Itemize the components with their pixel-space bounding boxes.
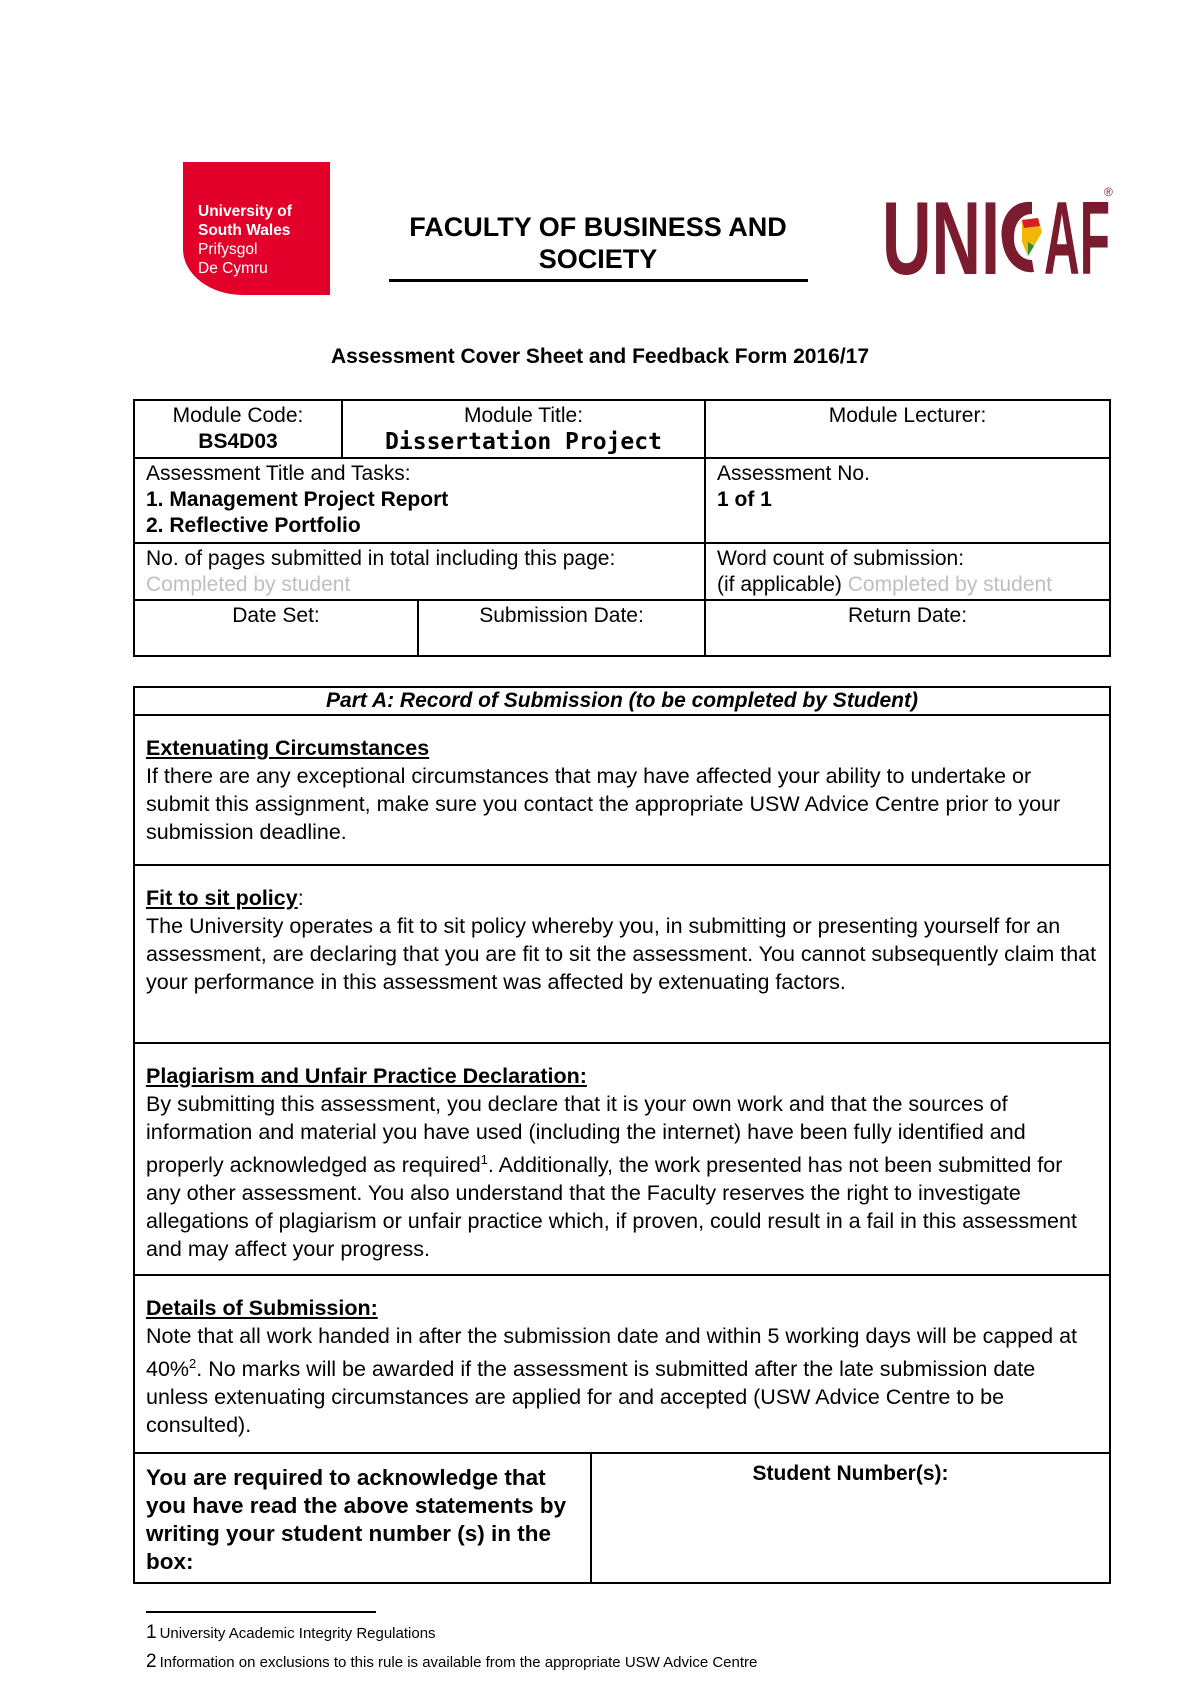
submission-date-label: Submission Date: — [479, 604, 644, 627]
details-title: Details of Submission: — [146, 1296, 378, 1320]
unicaf-logo — [882, 182, 1114, 282]
submission-date-cell[interactable] — [418, 600, 705, 656]
details-body-start: Note that all work handed in after the submission date and within 5 working days will be capped at 40% — [146, 1324, 1078, 1382]
module-code-cell — [134, 400, 342, 458]
svg-text:UNI: UNI — [882, 182, 1000, 282]
word-count-cell[interactable] — [705, 543, 1110, 600]
assessment-no-label: Assessment No. — [717, 462, 870, 485]
pages-submitted-placeholder[interactable]: Completed by student — [146, 573, 351, 596]
word-count-label: Word count of submission: — [717, 547, 965, 570]
footnote-2-number: 2 — [146, 1651, 157, 1672]
return-date-label: Return Date: — [847, 604, 968, 627]
assessment-task-2: 2. Reflective Portfolio — [146, 514, 361, 537]
word-count-applicable: (if applicable) — [717, 573, 842, 596]
module-title-label: Module Title: — [463, 404, 584, 427]
extenuating-body: If there are any exceptional circumstances that may have affected your ability to undertake or submit this assignment, make sure you contact the appropriate USW Advice Centre prior to your submission deadline. — [146, 764, 1061, 844]
module-lecturer-label: Module Lecturer: — [828, 404, 987, 427]
faculty-heading — [388, 211, 808, 275]
svg-text:AF: AF — [1044, 182, 1110, 282]
plagiarism-body-start: By submitting this assessment, you declare that it is your own work and that the sources of information and material you have used (including the internet) have been fully identified and properly acknowledged as required — [146, 1092, 1026, 1178]
details-body-end: . No marks will be awarded if the assessment is submitted after the late submission date unless extenuating circumstances are applied for and accepted (USW Advice Centre to be consulted). — [146, 1357, 1036, 1438]
date-set-label: Date Set: — [232, 604, 320, 627]
faculty-underline — [389, 279, 808, 282]
extenuating-section — [134, 715, 1110, 865]
footnote-ref-2[interactable]: 2 — [189, 1356, 197, 1371]
pages-submitted-cell[interactable] — [134, 543, 705, 600]
date-set-cell[interactable] — [134, 600, 418, 656]
africa-c-icon — [1002, 202, 1042, 272]
assessment-title-label: Assessment Title and Tasks: — [146, 462, 411, 485]
plagiarism-body-end: . Additionally, the work presented has not been submitted for any other assessment. You also understand that the Faculty reserves the right to investigate allegations of plagiarism or unfair practice which, if proven, could result in a fail in this assessment and may affect your progress. — [146, 1153, 1077, 1262]
registered-mark: ® — [1104, 185, 1113, 199]
module-title-cell — [342, 400, 705, 458]
usw-logo-line: De Cymru — [198, 260, 268, 277]
fit-to-sit-title: Fit to sit policy — [146, 886, 298, 910]
assessment-title-cell — [134, 458, 705, 543]
module-lecturer-cell — [705, 400, 1110, 458]
faculty-heading-line1: FACULTY OF BUSINESS AND — [409, 212, 787, 242]
cover-sheet-title: Assessment Cover Sheet and Feedback Form 2016/17 — [330, 345, 870, 368]
assessment-no-cell — [705, 458, 1110, 543]
module-info-table — [133, 399, 1111, 657]
assessment-no-value: 1 of 1 — [717, 488, 772, 511]
assessment-task-1: 1. Management Project Report — [146, 488, 449, 511]
pages-submitted-label: No. of pages submitted in total including this page: — [146, 547, 616, 570]
usw-logo-line: Prifysgol — [198, 241, 258, 258]
plagiarism-title: Plagiarism and Unfair Practice Declaration: — [146, 1064, 587, 1088]
return-date-cell[interactable] — [705, 600, 1110, 656]
footnote-1-number: 1 — [146, 1622, 157, 1643]
fit-to-sit-section — [134, 865, 1110, 1043]
footnote-1-text: University Academic Integrity Regulations — [159, 1625, 436, 1642]
fit-to-sit-colon: : — [297, 886, 304, 910]
extenuating-title: Extenuating Circumstances — [146, 736, 430, 760]
footnote-ref-1[interactable]: 1 — [480, 1152, 488, 1167]
acknowledge-statement: You are required to acknowledge that you have read the above statements by writing your student number (s) in the box: — [134, 1453, 591, 1583]
part-a-heading: Part A: Record of Submission (to be completed by Student) — [134, 687, 1110, 715]
usw-logo — [183, 162, 330, 295]
word-count-placeholder[interactable]: Completed by student — [847, 573, 1053, 596]
student-number-box[interactable] — [591, 1453, 1110, 1583]
plagiarism-section — [134, 1043, 1110, 1275]
details-section — [134, 1275, 1110, 1453]
footnote-2-text: Information on exclusions to this rule is available from the appropriate USW Advice Centre — [159, 1654, 758, 1671]
faculty-heading-line2: SOCIETY — [538, 244, 658, 274]
student-number-label: Student Number(s): — [752, 1462, 949, 1485]
part-a-table — [133, 686, 1111, 1584]
footnote-divider — [146, 1611, 376, 1613]
footnote-2 — [146, 1651, 757, 1673]
fit-to-sit-body: The University operates a fit to sit policy whereby you, in submitting or presenting yourself for an assessment, are declaring that you are fit to sit the assessment. You cannot subsequently claim that your performance in this assessment was affected by extenuating factors. — [146, 914, 1097, 994]
module-code-value: BS4D03 — [198, 430, 278, 453]
usw-logo-line: University of — [198, 203, 292, 220]
footnote-1 — [146, 1622, 436, 1644]
module-code-label: Module Code: — [172, 404, 304, 427]
module-title-value: Dissertation Project — [385, 429, 662, 455]
usw-logo-line: South Wales — [198, 222, 291, 239]
